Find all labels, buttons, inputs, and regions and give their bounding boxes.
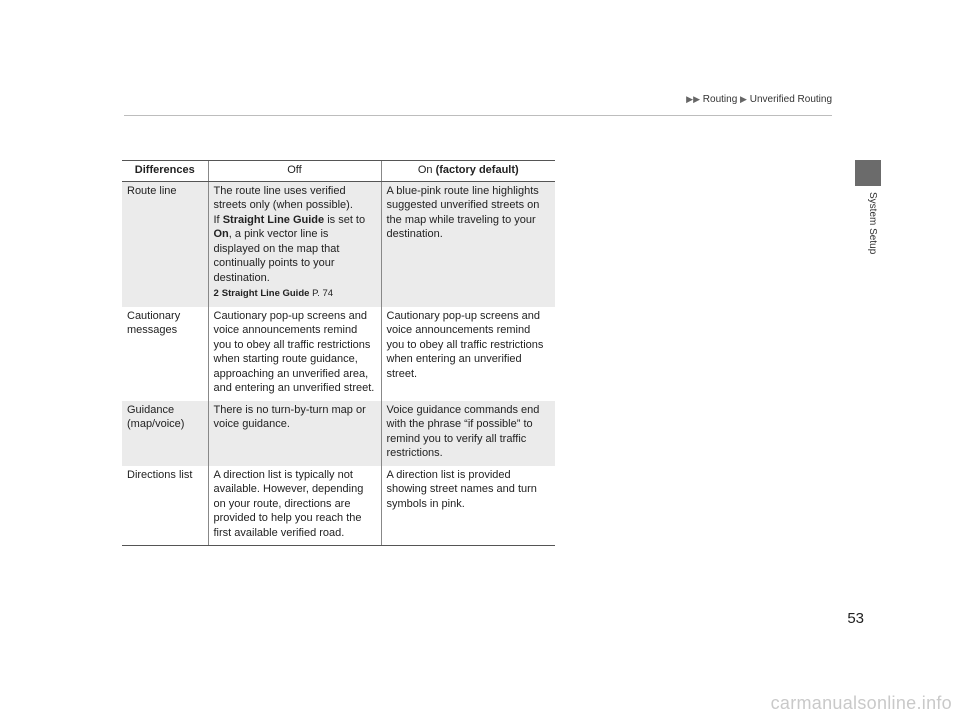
table-row: [122, 401, 555, 466]
watermark-text: carmanualsonline.info: [770, 693, 952, 713]
header-differences: Differences: [122, 161, 208, 182]
on-cell: A direction list is provided showing street names and turn symbols in pink.: [381, 466, 555, 546]
triangle-icon: ▶: [686, 94, 694, 104]
differences-table: [122, 160, 555, 546]
off-cell: A direction list is typically not available. However, depending on your route, directions are provided to help you reach the first available verified road.: [208, 466, 381, 546]
triangle-icon: ▶: [693, 94, 700, 104]
table-row: [122, 307, 555, 401]
off-text-is-set: is set to: [327, 213, 366, 226]
header-on-note: (factory default): [435, 164, 519, 176]
row-label: Guidance (map/voice): [122, 401, 208, 466]
breadcrumb: [686, 94, 832, 105]
table-row: [122, 466, 555, 546]
page-number: 53: [847, 610, 864, 627]
setting-value: On: [213, 228, 229, 240]
breadcrumb-item: Unverified Routing: [749, 94, 832, 105]
header-on: [381, 161, 555, 182]
triangle-icon: ▶: [740, 94, 747, 104]
section-tab-marker: [855, 160, 881, 186]
reference-page: P. 74: [312, 288, 334, 299]
header-rule: [124, 115, 832, 116]
off-text: The route line uses verified streets only (when possible).: [213, 184, 353, 211]
off-cell: [208, 181, 381, 307]
table-row: [122, 181, 555, 307]
row-label: Cautionary messages: [127, 309, 181, 336]
off-text-rest: , a pink vector line is displayed on the map that continually points to your destination.: [213, 228, 340, 284]
section-tab-label: System Setup: [867, 192, 878, 255]
off-cell: Cautionary pop-up screens and voice announcements remind you to obey all traffic restrictions when starting route guidance, approaching an unverified area, and entering an unverified street.: [208, 307, 381, 401]
row-label: Route line: [122, 181, 208, 307]
setting-name: Straight Line Guide: [222, 213, 325, 226]
on-cell: A blue-pink route line highlights suggested unverified streets on the map while traveling to your destination.: [381, 181, 555, 307]
header-on-label: On: [417, 164, 433, 176]
cross-reference-link[interactable]: [214, 287, 376, 302]
on-cell: Cautionary pop-up screens and voice announcements remind you to obey all traffic restrictions when entering an unverified street.: [381, 307, 555, 401]
breadcrumb-item: Routing: [702, 94, 738, 105]
off-text-if: If: [213, 213, 220, 226]
on-cell: Voice guidance commands end with the phrase “if possible” to remind you to verify all traffic restrictions.: [381, 401, 555, 466]
row-label: Directions list: [122, 466, 208, 546]
header-off: Off: [208, 161, 381, 182]
off-cell: There is no turn-by-turn map or voice guidance.: [208, 401, 381, 466]
reference-arrow-icon: 2: [213, 288, 219, 299]
off-text-setting: [214, 213, 376, 286]
table-header-row: [122, 161, 555, 182]
reference-title: Straight Line Guide: [221, 288, 310, 299]
